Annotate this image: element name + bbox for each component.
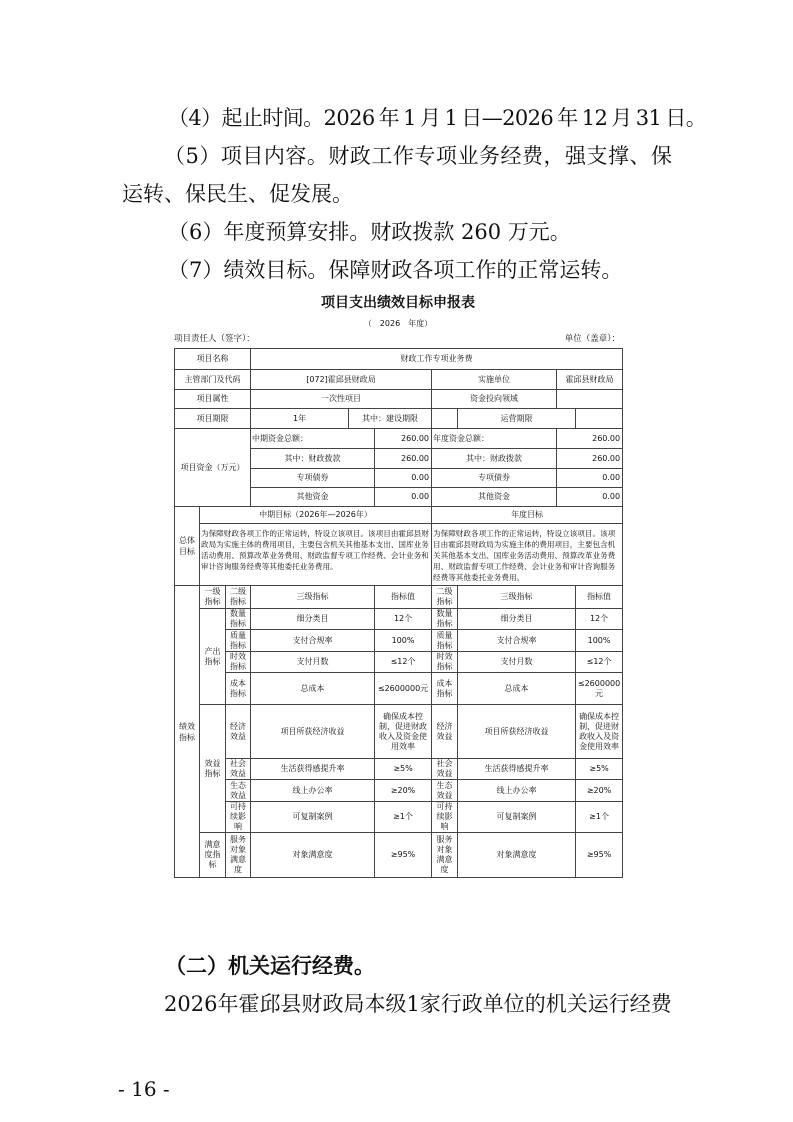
level3-indicator: 对象满意度: [251, 833, 375, 878]
indicator-value-annual: ≥1个: [576, 802, 623, 833]
table-row: [175, 833, 623, 878]
period: 1年: [251, 409, 349, 429]
level2-indicator: 服务对象满意度: [226, 833, 251, 878]
form-table: [174, 348, 623, 878]
level3-indicator: 总成本: [251, 673, 375, 705]
unit-label: 单位（盖章）：: [564, 334, 620, 344]
year-fund-label: 其他资金: [432, 488, 557, 507]
table-row: [175, 409, 623, 429]
year-fund-label: 专项债券: [432, 469, 557, 488]
dept: [072]霍邱县财政局: [251, 370, 432, 390]
level1-header: 一级指标: [200, 586, 226, 609]
indicator-value-annual: 100%: [576, 630, 623, 652]
year-fund-value: 0.00: [557, 469, 623, 488]
mid-fund-label: 中期资金总额：: [251, 429, 375, 449]
mid-fund-value: 260.00: [375, 429, 432, 449]
page-content: [118, 99, 707, 1101]
year-fund-value: 260.00: [557, 449, 623, 469]
table-row: [175, 780, 623, 802]
year-fund-label: 其中：财政拨款: [432, 449, 557, 469]
form-year: （ 2026 年度）: [363, 319, 433, 328]
indicator-value: 确保成本控制，促进财政收入及资金使用效率: [375, 705, 432, 759]
indicator-value: 12个: [375, 609, 432, 630]
indicator-value: ≥5%: [375, 759, 432, 780]
table-row: [175, 652, 623, 673]
level3-indicator-annual: 对象满意度: [458, 833, 576, 878]
level2-indicator-annual: 社会效益: [432, 759, 458, 780]
level3-indicator-annual: 支付月数: [458, 652, 576, 673]
mid-goal-text: 为保障财政各项工作的正常运转，特设立该项目。该项目由霍邱县财政局为实施主体的费用项目，主要包含机关其他基本支出、国库业务活动费用、预算改革业务费用、财政监督专项工作经费、会计业务和审计咨询服务经费等其他委托业务费用。: [200, 524, 432, 586]
indicator-value-annual: ≤2600000元: [576, 673, 623, 705]
indicator-value-annual: 确保成本控制，促进财政收入及资金使用效率: [576, 705, 623, 759]
level3-indicator: 线上办公率: [251, 780, 375, 802]
level2-indicator: 数量指标: [226, 609, 251, 630]
year-fund-value: 260.00: [557, 429, 623, 449]
year-fund-label: 年度资金总额：: [432, 429, 557, 449]
level2-header-annual: 二级指标: [432, 586, 458, 609]
value-header: 指标值: [375, 586, 432, 609]
table-row: [175, 349, 623, 370]
level2-indicator: 成本指标: [226, 673, 251, 705]
level3-indicator-annual: 线上办公率: [458, 780, 576, 802]
level2-indicator: 生态效益: [226, 780, 251, 802]
level2-indicator-annual: 经济效益: [432, 705, 458, 759]
impl-label: 实施单位: [432, 370, 557, 390]
table-row: [175, 507, 623, 524]
mid-fund-value: 260.00: [375, 449, 432, 469]
mid-fund-label: 其他资金: [251, 488, 375, 507]
field-label: 资金投向领域: [432, 390, 557, 409]
mid-goal-label: 中期目标（2026年—2026年）: [200, 507, 432, 524]
table-row: [175, 705, 623, 759]
level2-indicator-annual: 质量指标: [432, 630, 458, 652]
level3-indicator: 支付合规率: [251, 630, 375, 652]
funds-label: 项目资金（万元）: [175, 429, 251, 507]
performance-target-form: [174, 289, 622, 878]
level2-indicator: 时效指标: [226, 652, 251, 673]
ops-label: 运营期限: [458, 409, 576, 429]
table-row: [175, 802, 623, 833]
table-row: [175, 524, 623, 586]
level3-indicator-annual: 细分类目: [458, 609, 576, 630]
level2-indicator-annual: 数量指标: [432, 609, 458, 630]
year-fund-value: 0.00: [557, 488, 623, 507]
page-number: - 16 -: [118, 1077, 170, 1101]
table-row: [175, 586, 623, 609]
level2-indicator-annual: 服务对象满意度: [432, 833, 458, 878]
level2-indicator-annual: 时效指标: [432, 652, 458, 673]
indicator-value-annual: ≤12个: [576, 652, 623, 673]
level3-indicator: 可复制案例: [251, 802, 375, 833]
level3-indicator: 细分类目: [251, 609, 375, 630]
level3-indicator-annual: 支付合规率: [458, 630, 576, 652]
level3-indicator: 支付月数: [251, 652, 375, 673]
table-row: [175, 759, 623, 780]
level2-indicator: 社会效益: [226, 759, 251, 780]
level2-indicator: 可持续影响: [226, 802, 251, 833]
dept-label: 主管部门及代码: [175, 370, 251, 390]
level2-indicator-annual: 成本指标: [432, 673, 458, 705]
period-label: 项目期限: [175, 409, 251, 429]
section-heading: （二）机关运行经费。: [165, 953, 375, 978]
paragraph-budget: （6）年度预算安排。财政拨款 260 万元。: [168, 220, 571, 244]
level3-header-annual: 三级指标: [458, 586, 576, 609]
attr: 一次性项目: [251, 390, 432, 409]
project-name-label: 项目名称: [175, 349, 251, 370]
level2-header: 二级指标: [226, 586, 251, 609]
paragraph-goal: （7）绩效目标。保障财政各项工作的正常运转。: [168, 258, 623, 282]
indicator-value: ≥20%: [375, 780, 432, 802]
level3-indicator: 项目所获经济收益: [251, 705, 375, 759]
perf-label: 绩效指标: [175, 586, 200, 878]
indicator-value: ≤2600000元: [375, 673, 432, 705]
ops: [576, 409, 623, 429]
table-row: [175, 370, 623, 390]
mid-fund-label: 其中：财政拨款: [251, 449, 375, 469]
build-label: 其中：建设期限: [349, 409, 432, 429]
level1-indicator: 产出指标: [200, 609, 226, 705]
indicator-value: ≤12个: [375, 652, 432, 673]
level1-indicator: 满意度指标: [200, 833, 226, 878]
project-name: 财政工作专项业务费: [251, 349, 623, 370]
indicator-value: ≥1个: [375, 802, 432, 833]
indicator-value-annual: ≥95%: [576, 833, 623, 878]
build: [432, 409, 458, 429]
level3-indicator-annual: 可复制案例: [458, 802, 576, 833]
paragraph-operating-costs: 2026年霍邱县财政局本级1家行政单位的机关运行经费: [164, 992, 672, 1016]
indicator-value-annual: ≥20%: [576, 780, 623, 802]
mid-fund-label: 专项债券: [251, 469, 375, 488]
level3-indicator-annual: 总成本: [458, 673, 576, 705]
indicator-value-annual: ≥5%: [576, 759, 623, 780]
form-title: 项目支出绩效目标申报表: [321, 295, 475, 311]
responsible-label: 项目责任人（签字）：: [174, 334, 255, 344]
level2-indicator: 质量指标: [226, 630, 251, 652]
year-goal-text: 为保障财政各项工作的正常运转，特设立该项目。该项目由霍邱县财政局为实施主体的费用项目，主要包含机关其他基本支出、国库业务活动费用、预算改革业务费用、财政监督专项工作经费、会计业务和审计咨询服务经费等其他委托业务费用。: [432, 524, 623, 586]
attr-label: 项目属性: [175, 390, 251, 409]
table-row: [175, 630, 623, 652]
level2-indicator: 经济效益: [226, 705, 251, 759]
indicator-value: ≥95%: [375, 833, 432, 878]
impl: 霍邱县财政局: [557, 370, 623, 390]
table-row: [175, 609, 623, 630]
mid-fund-value: 0.00: [375, 469, 432, 488]
indicator-value-annual: 12个: [576, 609, 623, 630]
level3-indicator: 生活获得感提升率: [251, 759, 375, 780]
level2-indicator-annual: 生态效益: [432, 780, 458, 802]
value-header-annual: 指标值: [576, 586, 623, 609]
table-row: [175, 390, 623, 409]
table-row: [175, 429, 623, 449]
level3-indicator-annual: 项目所获经济收益: [458, 705, 576, 759]
field: [557, 390, 623, 409]
form-signature-row: [174, 330, 622, 348]
level3-header: 三级指标: [251, 586, 375, 609]
mid-fund-value: 0.00: [375, 488, 432, 507]
level3-indicator-annual: 生活获得感提升率: [458, 759, 576, 780]
overall-goal-label: 总体目标: [175, 507, 200, 586]
level1-indicator: 效益指标: [200, 705, 226, 833]
year-goal-label: 年度目标: [432, 507, 623, 524]
table-row: [175, 673, 623, 705]
level2-indicator-annual: 可持续影响: [432, 802, 458, 833]
paragraph-content: （5）项目内容。财政工作专项业务经费，强支撑、保运转、保民生、促发展。: [122, 144, 672, 206]
paragraph-period: （4）起止时间。2026 年 1 月 1 日—2026 年 12 月 31 日。: [168, 106, 707, 130]
indicator-value: 100%: [375, 630, 432, 652]
